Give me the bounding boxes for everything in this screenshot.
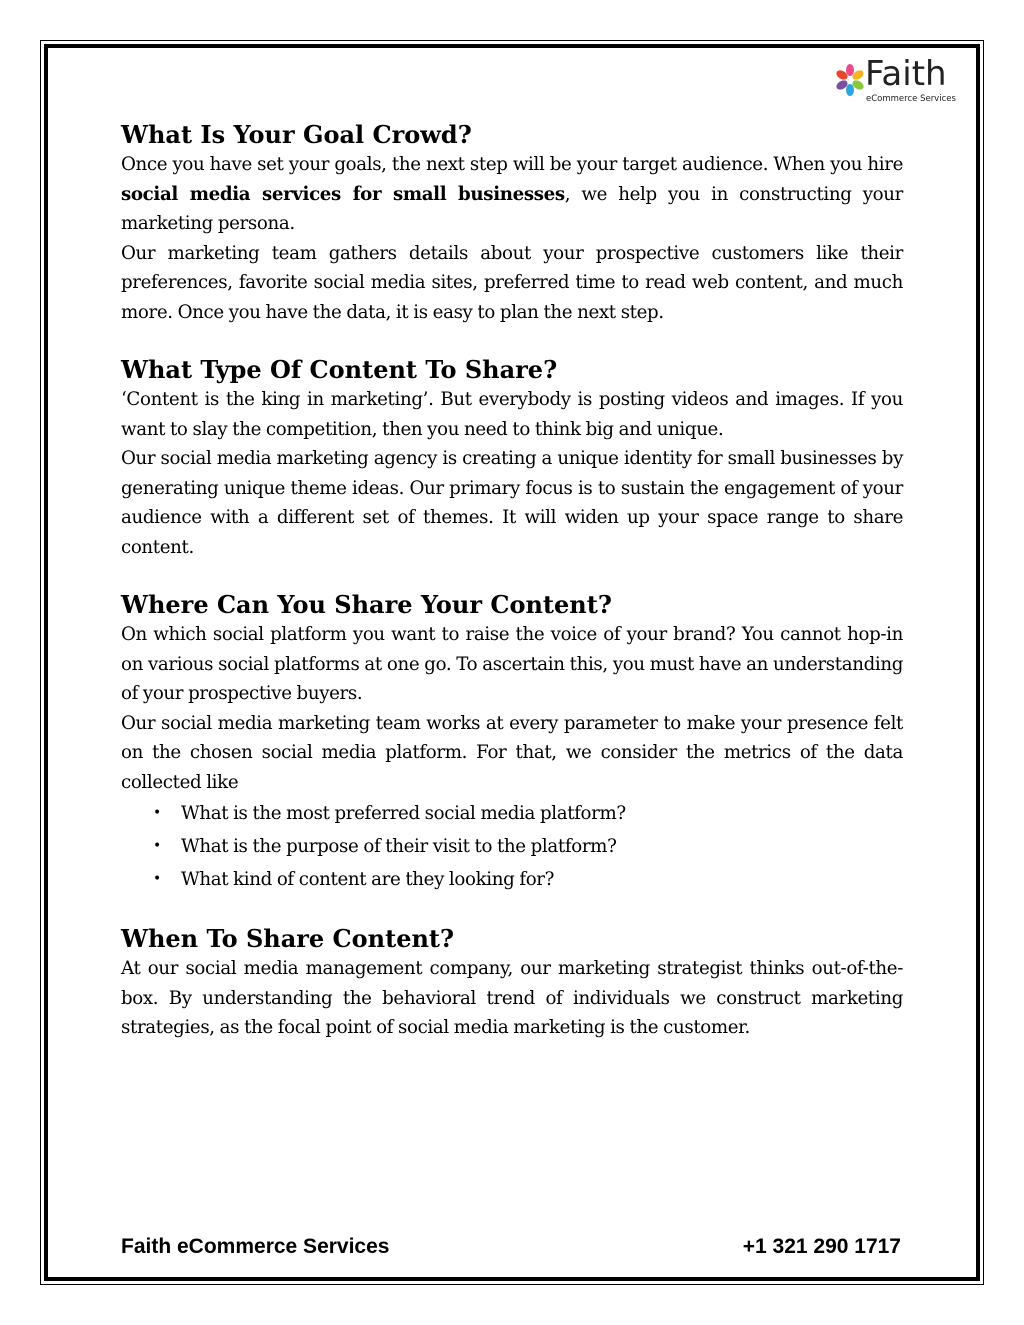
list-item-text: What kind of content are they looking for? <box>181 869 555 890</box>
section-heading: Where Can You Share Your Content? <box>121 590 612 619</box>
section-goal-crowd <box>121 120 903 327</box>
paragraph-text: Once you have set your goals, the next step will be your target audience. When you hire <box>121 154 903 175</box>
article-content <box>121 120 903 1071</box>
metrics-list <box>121 797 903 896</box>
logo-wordmark: Faith <box>865 54 947 94</box>
list-item <box>153 863 903 896</box>
logo-tagline: eCommerce Services <box>866 94 956 104</box>
paragraph-text: , we help you in constructing your marketing persona. <box>121 183 903 234</box>
list-item <box>153 830 903 863</box>
footer-phone: +1 321 290 1717 <box>742 1235 901 1258</box>
list-item-text: What is the most preferred social media platform? <box>181 803 626 824</box>
section-paragraph: On which social platform you want to raise the voice of your brand? You cannot hop-in on various social platforms at one go. To ascertain this, you must have an understanding of your prospective buyers. <box>121 624 903 704</box>
section-heading: What Is Your Goal Crowd? <box>121 120 472 149</box>
bold-keyword: social media services for small businesses <box>121 183 565 205</box>
list-item-text: What is the purpose of their visit to the platform? <box>181 836 617 857</box>
section-paragraph <box>121 150 903 239</box>
footer-company: Faith eCommerce Services <box>121 1235 390 1258</box>
section-paragraph: At our social media management company, our marketing strategist thinks out-of-the-box. By understanding the behavioral trend of individuals we construct marketing strategies, as the focal point of social media marketing is the customer. <box>121 958 903 1038</box>
list-item <box>153 797 903 830</box>
faith-logo <box>836 54 960 112</box>
bullet-icon: • <box>153 871 161 887</box>
section-paragraph: Our social media marketing agency is creating a unique identity for small businesses by generating unique theme ideas. Our primary focus is to sustain the engagement of your audience with a different set of themes. It will widen up your space range to share content. <box>121 448 903 558</box>
section-where-share <box>121 590 903 896</box>
section-paragraph: Our social media marketing team works at every parameter to make your presence felt on the chosen social media platform. For that, we consider the metrics of the data collected like <box>121 712 903 793</box>
section-content-type <box>121 355 903 562</box>
section-when-share <box>121 924 903 1043</box>
bullet-icon: • <box>153 805 161 821</box>
section-paragraph: ‘Content is the king in marketing’. But everybody is posting videos and images. If you want to slay the competition, then you need to think big and unique. <box>121 389 903 440</box>
section-paragraph: Our marketing team gathers details about your prospective customers like their preferences, favorite social media sites, preferred time to read web content, and much more. Once you have the data, it is easy to plan the next step. <box>121 242 903 323</box>
flower-logo-icon <box>836 62 864 102</box>
section-heading: When To Share Content? <box>121 924 455 953</box>
bullet-icon: • <box>153 838 161 854</box>
page-footer <box>121 1235 903 1263</box>
section-heading: What Type Of Content To Share? <box>121 355 558 384</box>
